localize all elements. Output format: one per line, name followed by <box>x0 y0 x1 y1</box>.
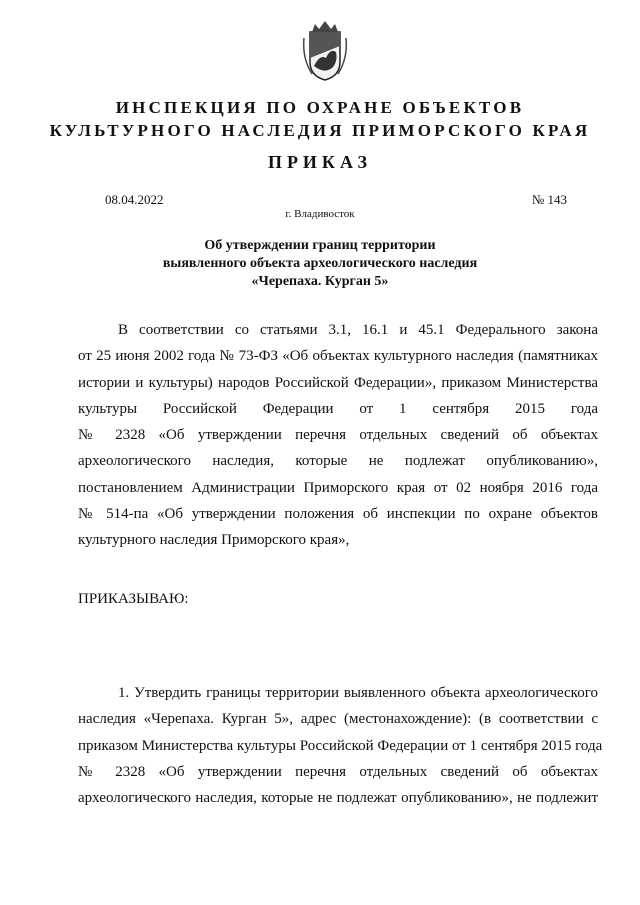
item1-line: № 2328 «Об утверждении перечня отдельных сведений об объектах <box>78 763 598 780</box>
document-city: г. Владивосток <box>285 208 355 220</box>
preamble-line: постановлением Администрации Приморского края от 02 ноября 2016 года <box>78 479 598 496</box>
item1-line: археологического наследия, которые не подлежат опубликованию», не подлежит <box>78 790 598 807</box>
document-title-line3: «Черепаха. Курган 5» <box>251 274 389 289</box>
preamble-line: истории и культуры) народов Российской Федерации», приказом Министерства <box>78 374 598 391</box>
item1-line: приказом Министерства культуры Российской Федерации от 1 сентября 2015 года <box>78 737 603 754</box>
document-title-line1: Об утверждении границ территории <box>204 238 436 253</box>
organization-name-line2: КУЛЬТУРНОГО НАСЛЕДИЯ ПРИМОРСКОГО КРАЯ <box>49 121 591 140</box>
preamble-line: № 514-па «Об утверждении положения об инспекции по охране объектов <box>78 506 598 523</box>
item1-paragraph <box>78 680 603 811</box>
preamble-line: культуры Российской Федерации от 1 сентября 2015 года <box>78 400 598 417</box>
document-date: 08.04.2022 <box>105 192 164 207</box>
preamble-line: культурного наследия Приморского края», <box>78 532 350 549</box>
coat-of-arms-icon <box>300 18 350 84</box>
item1-line: 1. Утвердить границы территории выявленного объекта археологического <box>118 685 598 701</box>
document-number: № 143 <box>531 192 567 207</box>
item1-line: наследия «Черепаха. Курган 5», адрес (местонахождение): (в соответствии с <box>78 711 598 728</box>
preamble-line: археологического наследия, которые не подлежат опубликованию», <box>78 453 598 470</box>
preamble-line: № 2328 «Об утверждении перечня отдельных сведений об объектах <box>78 427 598 444</box>
preamble-line: от 25 июня 2002 года № 73-ФЗ «Об объектах культурного наследия (памятниках <box>78 348 598 365</box>
document-type: ПРИКАЗ <box>267 152 373 172</box>
document-title-line2: выявленного объекта археологического наследия <box>162 256 478 271</box>
organization-name-line1: ИНСПЕКЦИЯ ПО ОХРАНЕ ОБЪЕКТОВ <box>115 98 525 117</box>
preamble-paragraph <box>78 317 598 554</box>
order-word: ПРИКАЗЫВАЮ: <box>78 591 189 607</box>
preamble-line: В соответствии со статьями 3.1, 16.1 и 45.1 Федерального закона <box>118 322 598 338</box>
